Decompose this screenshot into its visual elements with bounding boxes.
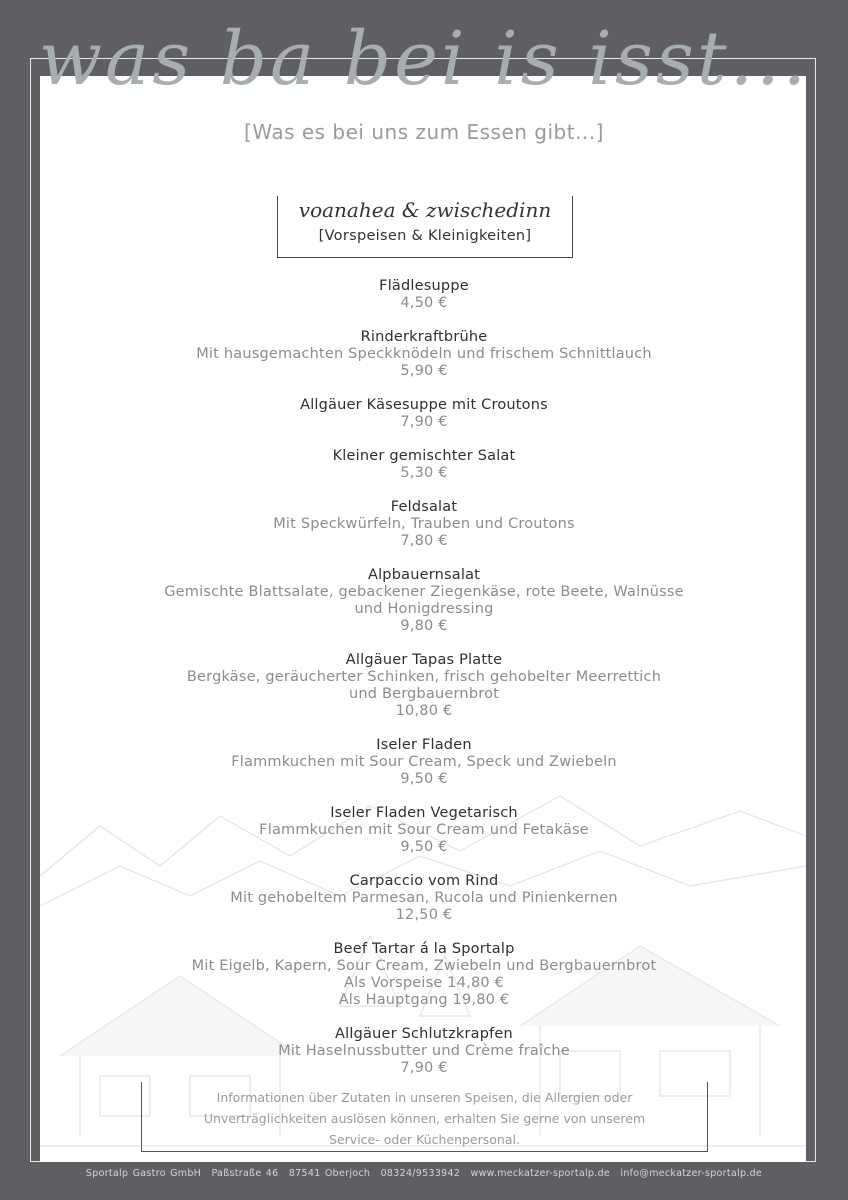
menu-script-title: was ba bei is isst... — [38, 16, 810, 102]
menu-item — [0, 873, 848, 924]
menu-item-name: Iseler Fladen Vegetarisch — [330, 805, 518, 821]
menu-item — [0, 805, 848, 856]
footer-website[interactable]: www.meckatzer-sportalp.de — [470, 1168, 611, 1179]
menu-item-name: Carpaccio vom Rind — [349, 873, 499, 889]
menu-item-description: Flammkuchen mit Sour Cream, Speck und Zwiebeln — [231, 754, 617, 770]
menu-item-price: 5,90 € — [400, 363, 448, 379]
menu-item-price: 9,50 € — [400, 771, 448, 787]
allergy-notice-line: Service- oder Küchenpersonal. — [329, 1132, 520, 1147]
menu-item-name: Allgäuer Tapas Platte — [345, 652, 503, 668]
menu-item-description: Mit Eigelb, Kapern, Sour Cream, Zwiebeln und Bergbauernbrot — [191, 958, 657, 974]
footer-city: 87541 Oberjoch — [288, 1168, 371, 1179]
menu-item-name: Rinderkraftbrühe — [360, 329, 488, 345]
menu-item-price: 9,80 € — [400, 618, 448, 634]
menu-item-description: Mit hausgemachten Speckknödeln und frischem Schnittlauch — [196, 346, 652, 362]
menu-item-price: Als Vorspeise 14,80 € — [343, 975, 505, 991]
allergy-notice-line: Informationen über Zutaten in unseren Speisen, die Allergien oder — [216, 1090, 633, 1105]
footer-company: Sportalp Gastro GmbH — [85, 1168, 202, 1179]
menu-item — [0, 941, 848, 1009]
menu-item-description: Gemischte Blattsalate, gebackener Ziegenkäse, rote Beete, Walnüsse — [164, 584, 684, 600]
menu-item-description: Mit gehobeltem Parmesan, Rucola und Pinienkernen — [230, 890, 618, 906]
menu-item-name: Iseler Fladen — [376, 737, 472, 753]
menu-item-price: 12,50 € — [395, 907, 453, 923]
footer-email[interactable]: info@meckatzer-sportalp.de — [620, 1168, 763, 1179]
menu-item — [0, 499, 848, 550]
allergy-notice-line: Unverträglichkeiten auslösen können, erhalten Sie gerne von unserem — [203, 1111, 646, 1126]
menu-item — [0, 448, 848, 482]
footer — [0, 1168, 848, 1179]
menu-item — [0, 397, 848, 431]
section-subtitle: [Vorspeisen & Kleinigkeiten] — [318, 228, 532, 244]
menu-item-description: und Honigdressing — [354, 601, 494, 617]
allergy-notice — [141, 1082, 708, 1152]
menu-item-price: 7,90 € — [400, 414, 448, 430]
menu-item-description: Bergkäse, geräucherter Schinken, frisch gehobelter Meerrettich — [186, 669, 662, 685]
menu-item — [0, 737, 848, 788]
menu-item — [0, 278, 848, 312]
menu-item-name: Kleiner gemischter Salat — [332, 448, 516, 464]
menu-item-price: 9,50 € — [400, 839, 448, 855]
menu-item-description: und Bergbauernbrot — [348, 686, 500, 702]
menu-item-price: 4,50 € — [400, 295, 448, 311]
menu-item-description: Flammkuchen mit Sour Cream und Fetakäse — [259, 822, 589, 838]
menu-item-name: Beef Tartar á la Sportalp — [333, 941, 515, 957]
menu-item — [0, 1026, 848, 1077]
menu-item-price: Als Hauptgang 19,80 € — [338, 992, 510, 1008]
menu-item-name: Allgäuer Schlutzkrapfen — [335, 1026, 513, 1042]
footer-street: Paßstraße 46 — [211, 1168, 279, 1179]
menu-subtitle: [Was es bei uns zum Essen gibt...] — [244, 120, 604, 144]
footer-phone: 08324/9533942 — [380, 1168, 461, 1179]
section-script-title: voanahea & zwischedinn — [298, 198, 552, 222]
menu-item-name: Allgäuer Käsesuppe mit Croutons — [300, 397, 548, 413]
menu-item-name: Alpbauernsalat — [367, 567, 481, 583]
menu-item-price: 10,80 € — [395, 703, 453, 719]
menu-item-name: Feldsalat — [390, 499, 458, 515]
menu-item-price: 7,90 € — [400, 1060, 448, 1076]
menu-list — [0, 278, 848, 1094]
menu-item — [0, 329, 848, 380]
menu-item-price: 5,30 € — [400, 465, 448, 481]
menu-item-price: 7,80 € — [400, 533, 448, 549]
menu-item — [0, 567, 848, 635]
section-header — [277, 196, 573, 258]
menu-item-name: Flädlesuppe — [379, 278, 469, 294]
menu-item-description: Mit Haselnussbutter und Crème fraîche — [278, 1043, 570, 1059]
menu-item-description: Mit Speckwürfeln, Trauben und Croutons — [273, 516, 575, 532]
menu-item — [0, 652, 848, 720]
